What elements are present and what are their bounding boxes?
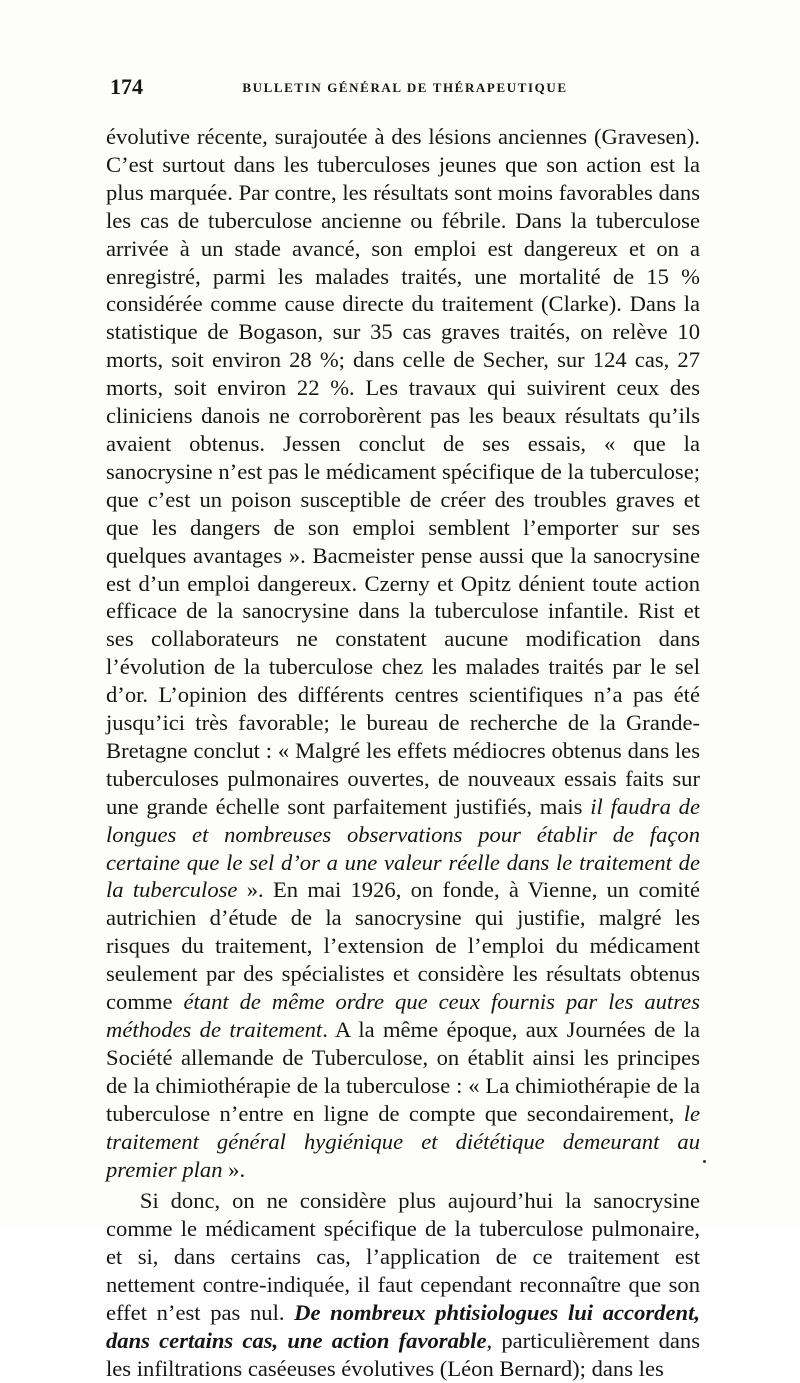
print-speck [703, 1160, 706, 1163]
page-number: 174 [110, 74, 143, 99]
running-header [110, 74, 700, 104]
paragraph-2 [106, 1187, 700, 1382]
text-run: , particulièrement dans les infiltrations caséeuses évolutives (Léon Bernard); dans les [106, 1327, 700, 1381]
body-text [106, 123, 700, 1383]
running-title: BULLETIN GÉNÉRAL DE THÉRAPEUTIQUE [242, 80, 568, 95]
italic-run: le traitement général hygiénique et diététique demeurant au premier plan [106, 1100, 700, 1182]
italic-run: il faudra de longues et nombreuses observations pour établir de façon certaine que le sel d’or a une valeur réelle dans le traitement de la tuberculose [106, 793, 700, 903]
italic-run: étant de même ordre que ceux fournis par les autres méthodes de traitement [106, 989, 700, 1042]
bold-italic-run: De nombreux phtisiologues lui accordent, dans certains cas, une action favorable [106, 1300, 700, 1353]
paragraph-1 [106, 123, 700, 1183]
text-run: ». [222, 1156, 246, 1182]
text-run: Si donc, on ne considère plus aujourd’hui la sanocrysine comme le médicament spécifique de la tuberculose pulmonaire, et si, dans certains cas, l’application de ce traitement est nettement contre-indiquée, il faut cependant reconnaître que son effet n’est pas nul. [106, 1188, 700, 1326]
text-run: . A la même époque, aux Journées de la Société allemande de Tuberculose, on établit ainsi les principes de la chimiothérapie de la tuberculose : « La chimiothérapie de la tuberculose n’entre en ligne de compte que secondairement, [106, 1017, 700, 1126]
text-run: ». En mai 1926, on fonde, à Vienne, un comité autrichien d’étude de la sanocrysine qui justifie, malgré les risques du traitement, l’extension de l’emploi du médicament seulement par des spécialistes et considère les résultats obtenus comme [106, 877, 700, 1015]
text-run: évolutive récente, surajoutée à des lésions anciennes (Gravesen). C’est surtout dans les tuberculoses jeunes que son action est la plus marquée. Par contre, les résultats sont moins favorables dans les cas de tuberculose ancienne ou fébrile. Dans la tuberculose arrivée à un stade avancé, son emploi est dangereux et on a enregistré, parmi les malades traités, une mortalité de 15 % considérée comme cause directe du traitement (Clarke). Dans la statistique de Bogason, sur 35 cas graves traités, on relève 10 morts, soit environ 28 %; dans celle de Secher, sur 124 cas, 27 morts, soit environ 22 %. Les travaux qui suivirent ceux des cliniciens danois ne corroborèrent pas les beaux résultats qu’ils avaient obtenus. Jessen conclut de ses essais, « que la sanocrysine n’est pas le médicament spécifique de la tuberculose; que c’est un poison susceptible de créer des troubles graves et que les dangers de son emploi semblent l’emporter sur ses quelques avantages ». Bacmeister pense aussi que la sanocrysine est d’un emploi dangereux. Czerny et Opitz dénient toute action efficace de la sanocrysine dans la tuberculose infantile. Rist et ses collaborateurs ne constatent aucune modification dans l’évolution de la tuberculose chez les malades traités par le sel d’or. L’opinion des différents centres scientifiques n’a pas été jusqu’ici très favorable; le bureau de recherche de la Grande-Bretagne conclut : « Malgré les effets médiocres obtenus dans les tuberculoses pulmonaires ouvertes, de nouveaux essais faits sur une grande échelle sont parfaitement justifiés, mais [106, 124, 700, 819]
